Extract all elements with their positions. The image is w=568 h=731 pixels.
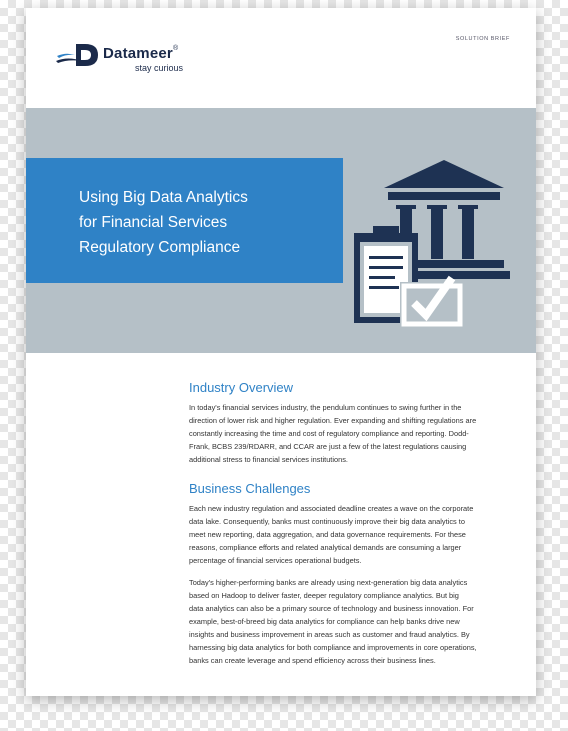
title-line: for Financial Services: [79, 214, 228, 231]
section-heading-industry-overview: Industry Overview: [189, 380, 294, 395]
text-line: harnessing big data analytics for both compliance and improvements in core operations,: [189, 643, 477, 652]
document-page: [26, 8, 536, 696]
text-line: Each new industry regulation and associated deadline creates a wave on the corporate: [189, 504, 474, 513]
brand-tagline: stay curious: [135, 63, 184, 73]
text-line: insights and business improvement in areas such as customer and fraud analytics. By: [189, 630, 470, 639]
brand-name: Datameer®: [103, 45, 179, 62]
section-heading-business-challenges: Business Challenges: [189, 481, 311, 496]
text-line: data analytics can also be a primary source of technology and business innovation. For: [189, 604, 474, 613]
title-line: Using Big Data Analytics: [79, 189, 248, 206]
text-line: In today's financial services industry, the pendulum continues to swing further in the: [189, 403, 462, 412]
title-box: [26, 158, 343, 283]
text-line: percentage of financial services operational budgets.: [189, 556, 362, 565]
text-line: Frank, BCBS 239/RDARR, and CCAR are just a few of the latest regulations causing: [189, 442, 467, 451]
text-line: Today's higher-performing banks are already using next-generation big data analytics: [189, 578, 468, 587]
text-line: direction of lower risk and higher regulation. Ever expanding and shifting regulations are: [189, 416, 477, 425]
paragraph: [189, 502, 509, 567]
checkbox-check-icon: [400, 278, 464, 328]
paragraph: [189, 576, 509, 667]
text-line: meet new reporting, data aggregation, and data governance requirements. For these: [189, 530, 466, 539]
text-line: constantly increasing the time and cost of regulatory compliance and reporting. Dodd-: [189, 429, 469, 438]
document-title: [79, 185, 248, 260]
compliance-illustration: [354, 158, 514, 328]
text-line: example, best-of-breed big data analytics for compliance can help banks drive new: [189, 617, 460, 626]
text-line: based on Hadoop to deliver faster, deeper regulatory compliance analytics. But big: [189, 591, 459, 600]
text-line: reasons, compliance efforts and related analytical demands are consuming a larger: [189, 543, 462, 552]
text-line: data lake. Consequently, banks must continuously improve their big data analytics to: [189, 517, 465, 526]
title-line: Regulatory Compliance: [79, 239, 241, 256]
datameer-logo-icon: [56, 42, 102, 68]
document-type-label: SOLUTION BRIEF: [455, 36, 510, 42]
paragraph: [189, 401, 509, 466]
text-line: additional stress to financial services institutions.: [189, 455, 348, 464]
text-line: banks can create leverage and spend efficiency across their business lines.: [189, 656, 436, 665]
hero-banner: [26, 108, 536, 353]
